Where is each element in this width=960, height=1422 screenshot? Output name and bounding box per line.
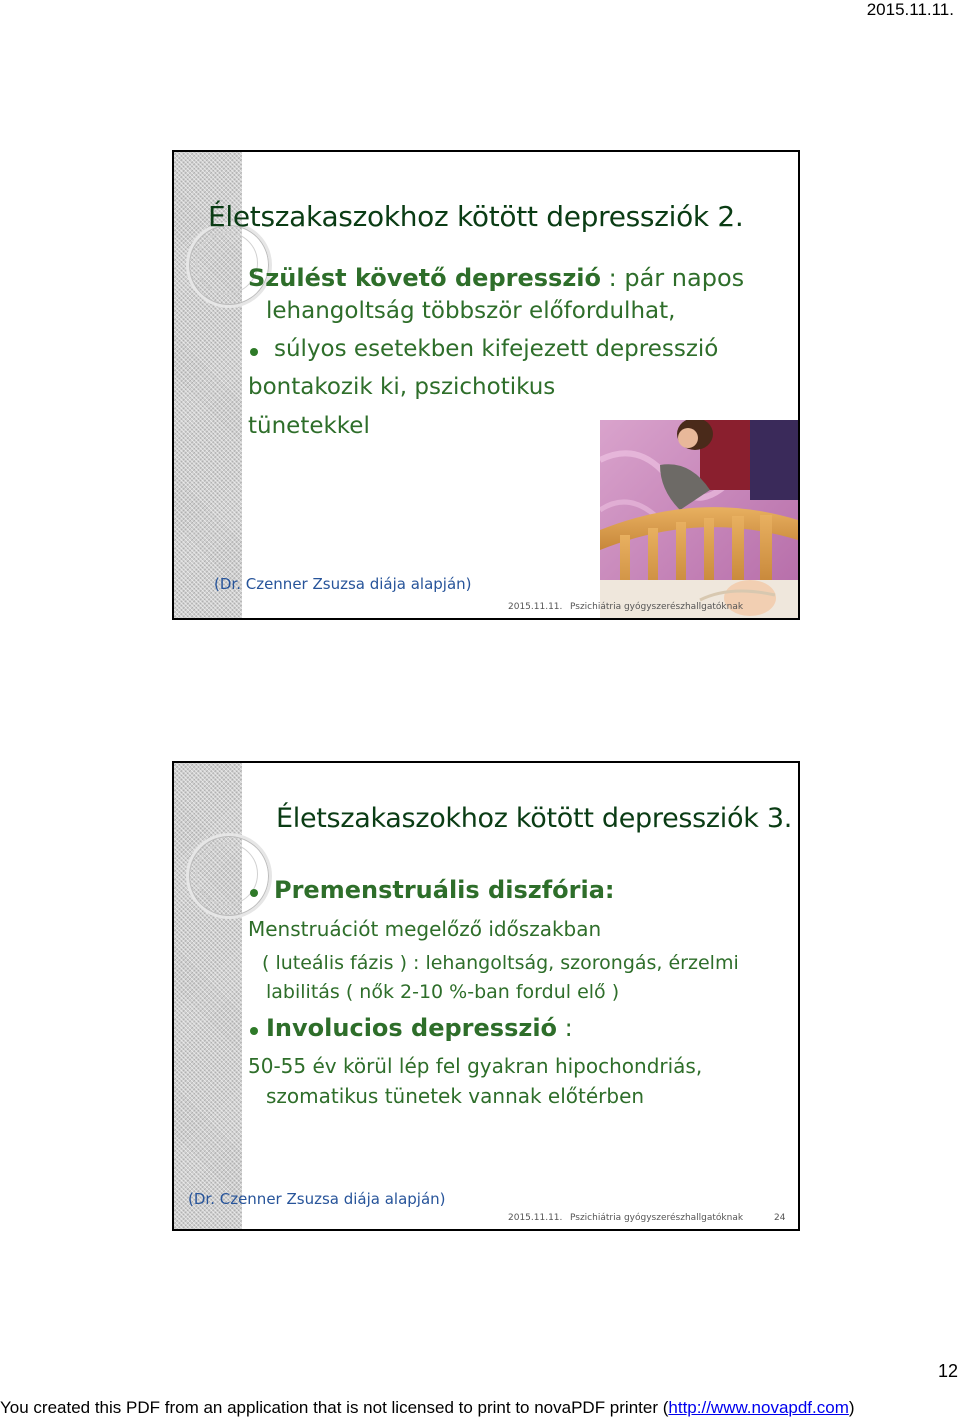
slide-1-credit: (Dr. Czenner Zsuzsa diája alapján) (214, 575, 472, 593)
slide-2-line-3: labilitás ( nők 2-10 %-ban fordul elő ) (266, 981, 620, 1003)
novapdf-notice-suffix: ) (848, 1398, 855, 1417)
slide-2-bullet-2 (266, 1014, 573, 1042)
slide-2-line-4: 50-55 év körül lép fel gyakran hipochondriás, (248, 1054, 703, 1078)
slide-1-line-1 (248, 264, 744, 292)
slide-2-line-5: szomatikus tünetek vannak előtérben (266, 1084, 645, 1108)
slide-2-footer-date: 2015.11.11. (508, 1213, 563, 1223)
bullet-icon (250, 348, 258, 356)
slide-1-title: Életszakaszokhoz kötött depressziók 2. (208, 200, 744, 233)
slide-2-bullet-1: Premenstruális diszfória: (274, 876, 615, 904)
page-header-date: 2015.11.11. (866, 0, 954, 19)
slide-decor-ring-inner (196, 843, 258, 905)
slide-1-line-5: tünetekkel (248, 413, 370, 439)
bullet-icon (250, 889, 258, 897)
slide-1-heading-rest: : pár napos (601, 264, 745, 292)
slide-1-photo-mother-and-baby (600, 420, 798, 618)
slide-2-footer-course: Pszichiátria gyógyszerészhallgatóknak (570, 1213, 744, 1223)
slide-2 (172, 761, 800, 1231)
slide-1-line-2: lehangoltság többször előfordulhat, (266, 298, 676, 324)
slide-2-bullet-2-bold: Involucios depresszió (266, 1014, 558, 1042)
slide-1-heading-bold: Szülést követő depresszió (248, 264, 602, 292)
slide-1-line-4: bontakozik ki, pszichotikus (248, 374, 556, 400)
slide-1-footer-course: Pszichiátria gyógyszerészhallgatóknak (570, 602, 744, 612)
slide-2-line-2: ( luteális fázis ) : lehangoltság, szorongás, érzelmi (262, 952, 739, 974)
slide-1 (172, 150, 800, 620)
novapdf-notice (0, 1398, 855, 1418)
slide-1-footer-date: 2015.11.11. (508, 602, 563, 612)
bullet-icon (250, 1027, 258, 1035)
slide-2-line-1: Menstruációt megelőző időszakban (248, 917, 602, 941)
slide-1-bullet-line: súlyos esetekben kifejezett depresszió (274, 336, 719, 362)
page-number: 12 (938, 1361, 959, 1381)
slide-2-credit: (Dr. Czenner Zsuzsa diája alapján) (188, 1190, 446, 1208)
novapdf-notice-prefix: You created this PDF from an application that is not licensed to print to novaPDF printer ( (0, 1398, 669, 1417)
slide-2-bullet-2-rest: : (557, 1014, 573, 1042)
slide-2-number: 24 (774, 1213, 786, 1223)
slide-2-title: Életszakaszokhoz kötött depressziók 3. (276, 803, 792, 834)
novapdf-link[interactable]: http://www.novapdf.com (668, 1398, 849, 1417)
